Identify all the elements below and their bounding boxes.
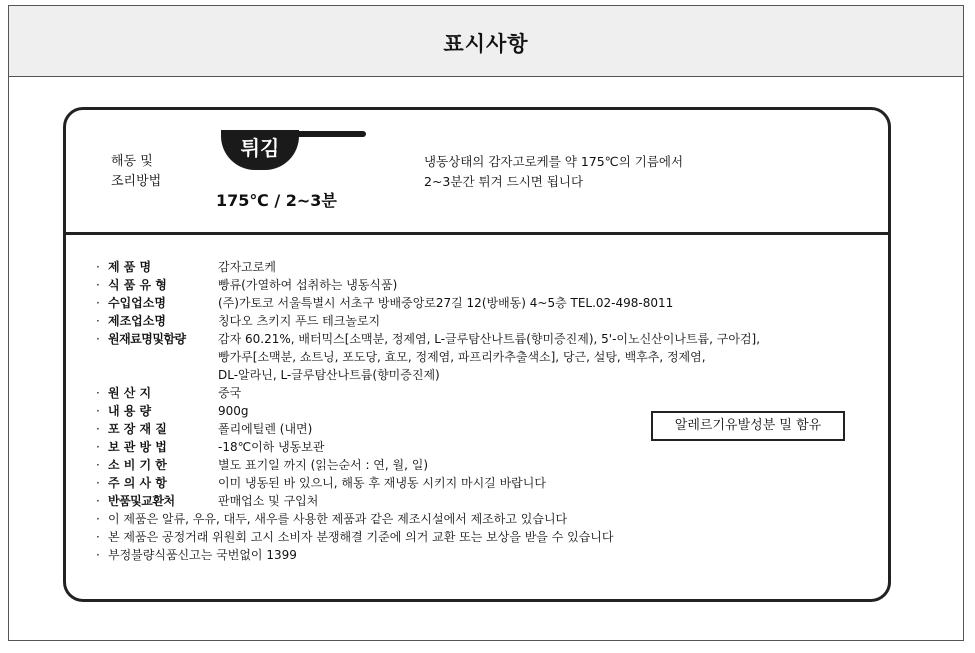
field-label: 소 비 기 한 (108, 458, 167, 472)
fry-temperature-time: 175℃ / 2~3분 (216, 191, 337, 210)
field-value: (주)가토코 서울특별시 서초구 방배중앙로27길 12(방배동) 4~5층 TEL.02-498-8011 (218, 296, 674, 310)
ingredients-line2: 빵가루[소맥분, 쇼트닝, 포도당, 효모, 정제염, 파프리카추출색소], 당근, 설탕, 백후추, 정제염, (218, 350, 706, 364)
field-label: 식 품 유 형 (108, 278, 167, 292)
bullet: · (96, 476, 100, 490)
info-row-returns (96, 492, 876, 510)
field-label: 주 의 사 항 (108, 476, 167, 490)
info-row-allergen-note (96, 510, 876, 528)
ingredients-value (218, 330, 868, 384)
field-label: 수입업소명 (108, 296, 166, 310)
bullet: · (96, 260, 100, 274)
report-note: 부정불량식품신고는 국번없이 1399 (108, 548, 297, 562)
info-row-food-type (96, 276, 876, 294)
allergen-warning-box: 알레르기유발성분 밀 함유 (651, 411, 845, 441)
bullet: · (96, 404, 100, 418)
field-value: 판매업소 및 구입처 (218, 494, 319, 508)
bullet: · (96, 548, 100, 562)
bullet: · (96, 458, 100, 472)
cooking-desc-line1: 냉동상태의 감자고로케를 약 175℃의 기름에서 (424, 154, 684, 169)
field-label: 원재료명및함량 (108, 332, 186, 346)
bullet: · (96, 386, 100, 400)
field-value: 감자고로케 (218, 260, 276, 274)
header-bar (9, 6, 963, 77)
field-label: 제 품 명 (108, 260, 152, 274)
bullet: · (96, 512, 100, 526)
field-label: 반품및교환처 (108, 494, 175, 508)
cooking-desc-line2: 2~3분간 튀겨 드시면 됩니다 (424, 174, 584, 189)
bullet: · (96, 314, 100, 328)
bullet: · (96, 440, 100, 454)
field-value: 폴리에틸렌 (내면) (218, 422, 313, 436)
ingredients-line3: DL-알라닌, L-글루탐산나트륨(향미증진제) (218, 368, 440, 382)
field-value: 중국 (218, 386, 242, 400)
bullet: · (96, 494, 100, 508)
fry-badge-label: 튀김 (240, 136, 280, 160)
field-label: 보 관 방 법 (108, 440, 167, 454)
info-row-compensation-note (96, 528, 876, 546)
field-label: 내 용 량 (108, 404, 152, 418)
info-row-product-name (96, 258, 876, 276)
info-row-report-note (96, 546, 876, 564)
field-value: 900g (218, 404, 249, 418)
cooking-description (424, 152, 683, 192)
bullet: · (96, 530, 100, 544)
info-row-manufacturer (96, 312, 876, 330)
info-row-origin (96, 384, 876, 402)
cooking-section (66, 110, 888, 235)
field-label: 원 산 지 (108, 386, 152, 400)
cooking-label-line2: 조리방법 (111, 174, 162, 189)
field-label: 포 장 재 질 (108, 422, 167, 436)
field-value: 별도 표기일 까지 (읽는순서 : 연, 월, 일) (218, 458, 429, 472)
page-title: 표시사항 (443, 32, 529, 56)
field-value: 이미 냉동된 바 있으니, 해동 후 재냉동 시키지 마시길 바랍니다 (218, 476, 546, 490)
allergen-note: 이 제품은 알류, 우유, 대두, 새우를 사용한 제품과 같은 제조시설에서 제조하고 있습니다 (108, 512, 568, 526)
frying-pan-handle (296, 131, 366, 137)
field-value: -18℃이하 냉동보관 (218, 440, 325, 454)
field-value: 칭다오 츠키지 푸드 테크놀로지 (218, 314, 381, 328)
bullet: · (96, 278, 100, 292)
field-label: 제조업소명 (108, 314, 166, 328)
info-row-expiry (96, 456, 876, 474)
bullet: · (96, 422, 100, 436)
info-row-caution (96, 474, 876, 492)
ingredients-line1: 감자 60.21%, 배터믹스[소맥분, 정제염, L-글루탐산나트륨(향미증진제), 5'-이노신산이나트륨, 구아검], (218, 332, 761, 346)
info-row-importer (96, 294, 876, 312)
frying-pan-icon (221, 130, 299, 170)
bullet: · (96, 296, 100, 310)
field-value: 빵류(가열하여 섭취하는 냉동식품) (218, 278, 398, 292)
bullet: · (96, 332, 100, 346)
compensation-note: 본 제품은 공정거래 위원회 고시 소비자 분쟁해결 기준에 의거 교환 또는 보상을 받을 수 있습니다 (108, 530, 614, 544)
cooking-label-line1: 해동 및 (111, 154, 153, 169)
info-row-ingredients (96, 330, 876, 384)
cooking-method-label (111, 152, 161, 192)
